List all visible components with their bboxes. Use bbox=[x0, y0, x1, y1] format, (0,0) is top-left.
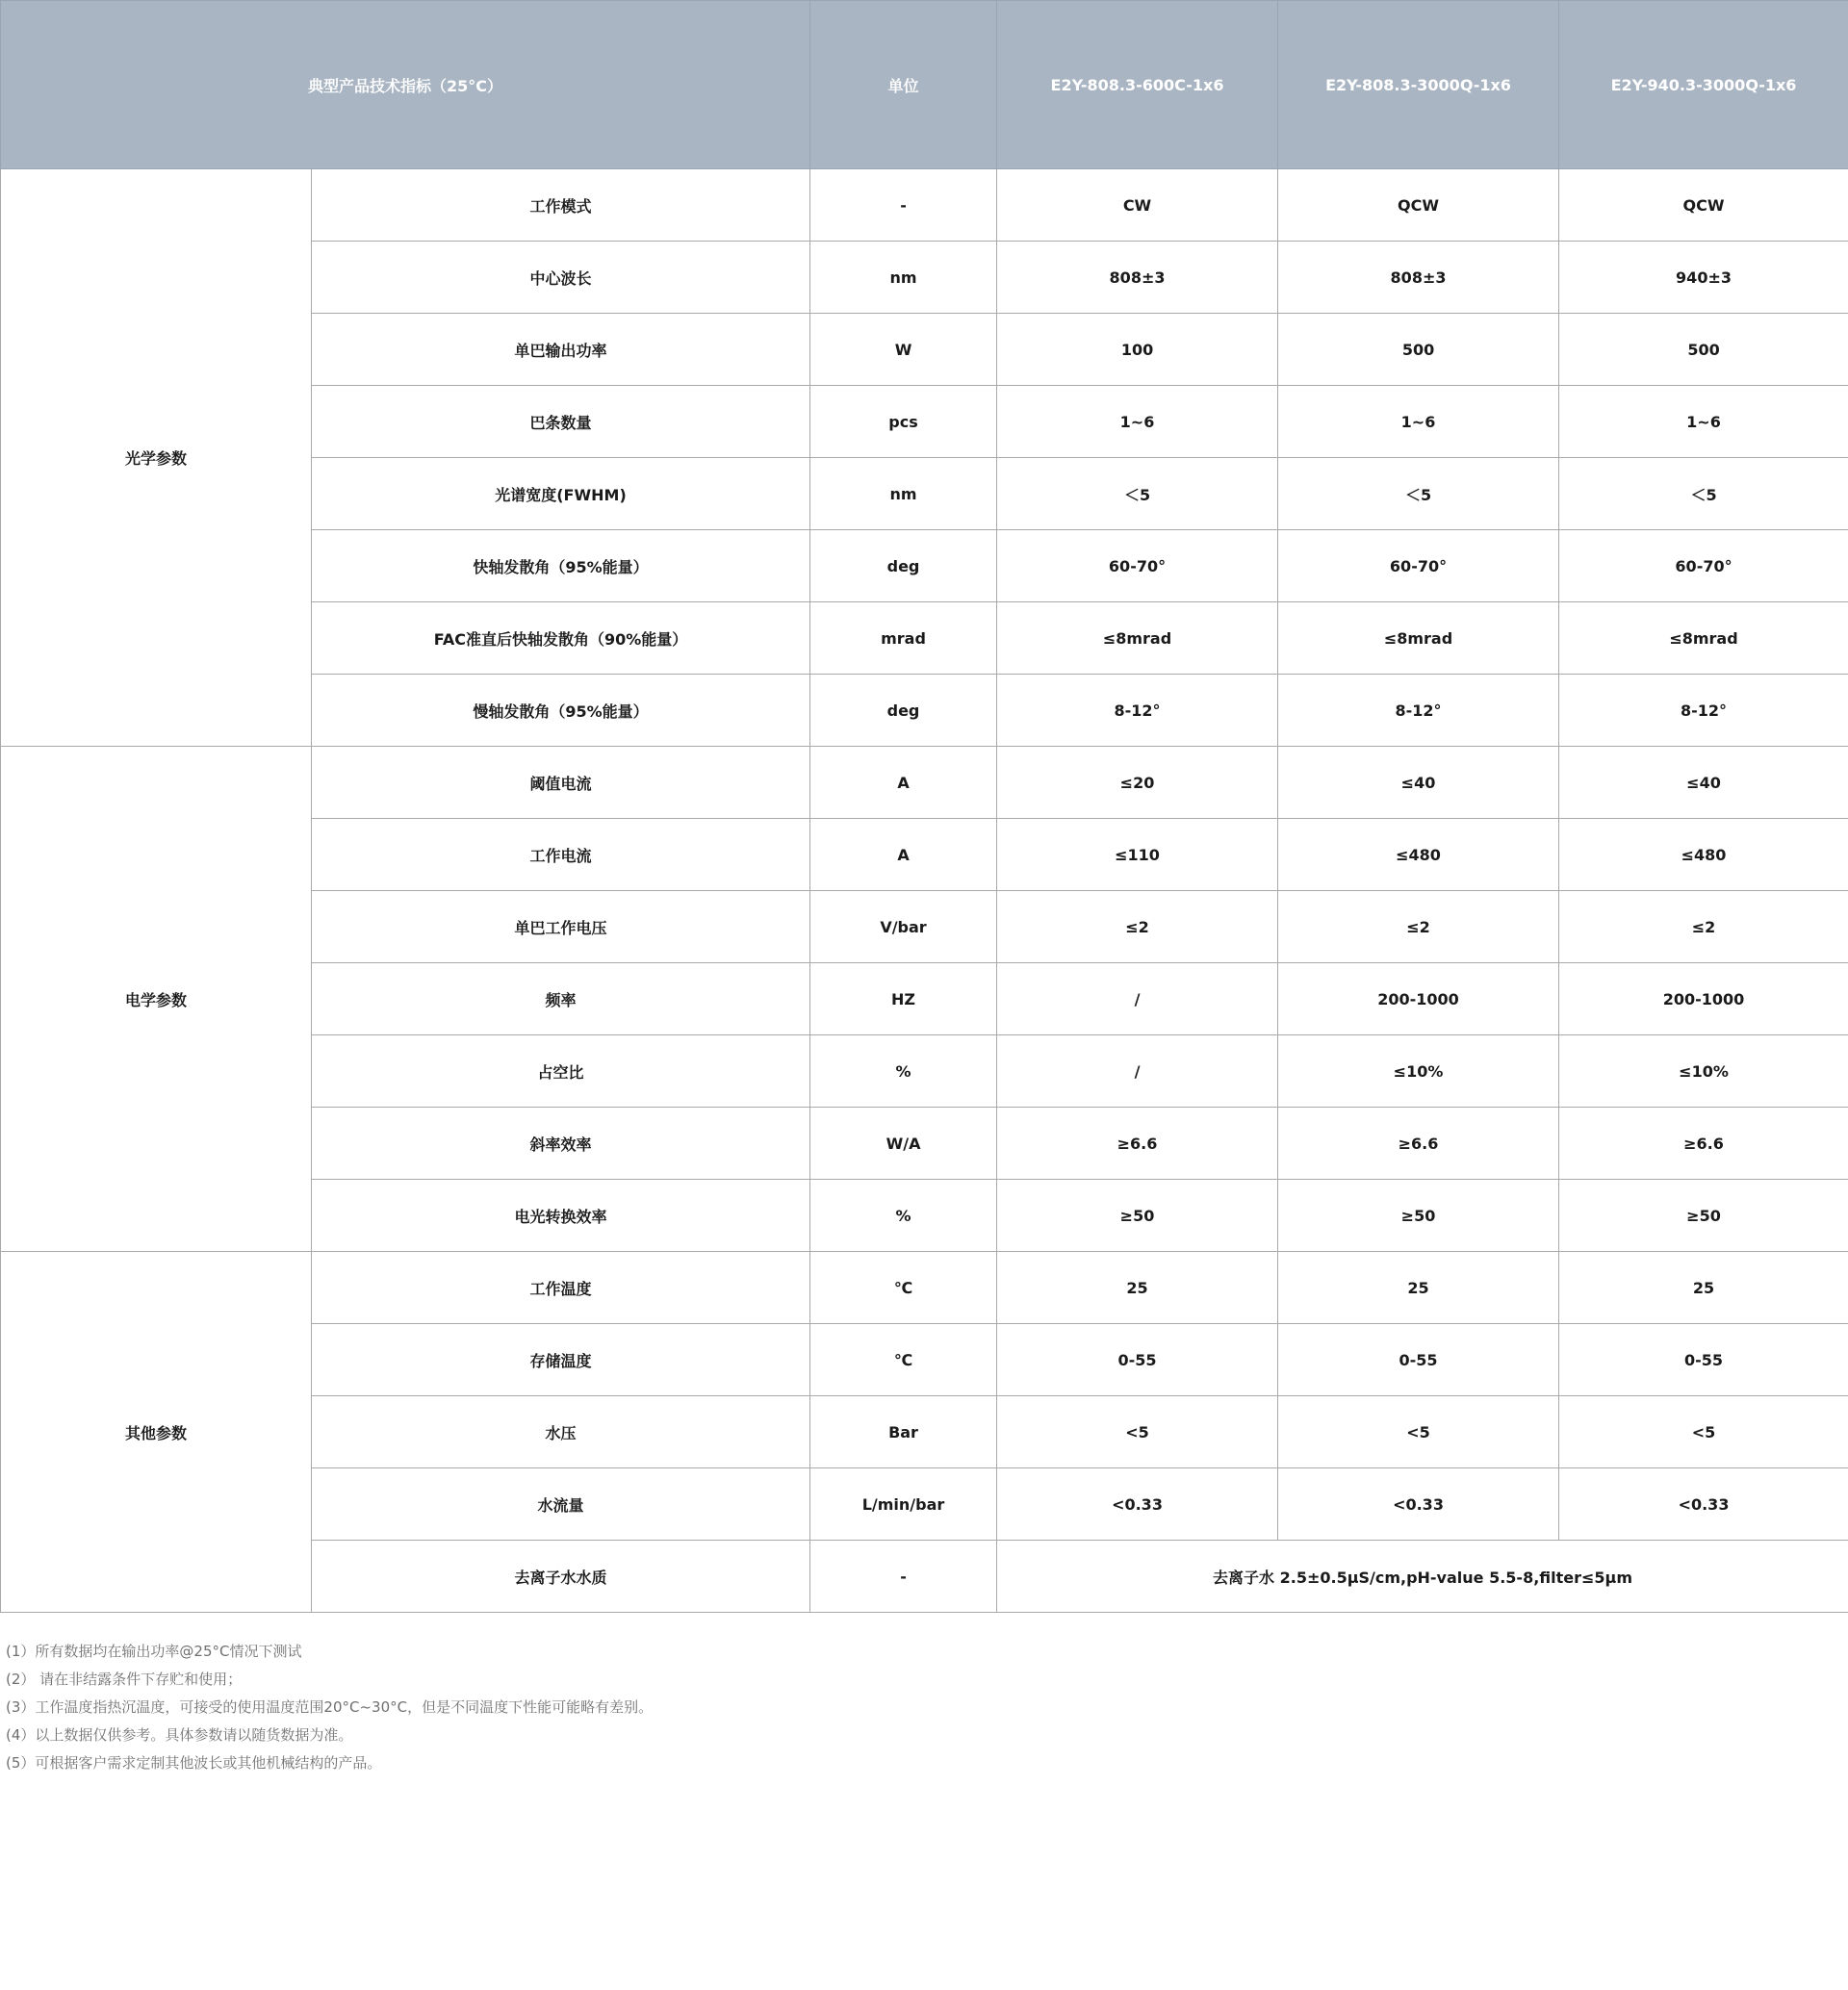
param-unit: nm bbox=[810, 458, 997, 530]
param-value: 500 bbox=[1559, 314, 1848, 386]
param-name: 工作温度 bbox=[312, 1252, 810, 1324]
param-value: <0.33 bbox=[1278, 1468, 1559, 1541]
group-label-other: 其他参数 bbox=[1, 1252, 312, 1613]
param-value: 25 bbox=[1559, 1252, 1848, 1324]
param-name: 单巴工作电压 bbox=[312, 891, 810, 963]
param-value: 808±3 bbox=[997, 242, 1278, 314]
param-value: 60-70° bbox=[1278, 530, 1559, 602]
param-value: ≤480 bbox=[1559, 819, 1848, 891]
param-unit: deg bbox=[810, 675, 997, 747]
param-value: ≥6.6 bbox=[997, 1108, 1278, 1180]
param-value: 25 bbox=[1278, 1252, 1559, 1324]
param-name: 水压 bbox=[312, 1396, 810, 1468]
param-value: 8-12° bbox=[997, 675, 1278, 747]
group-label-optical: 光学参数 bbox=[1, 169, 312, 747]
param-value: 1~6 bbox=[1278, 386, 1559, 458]
param-unit: % bbox=[810, 1180, 997, 1252]
footnote: (3）工作温度指热沉温度，可接受的使用温度范围20°C~30°C，但是不同温度下性能可能略有差别。 bbox=[6, 1698, 654, 1716]
param-unit: - bbox=[810, 169, 997, 242]
param-value: ≤480 bbox=[1278, 819, 1559, 891]
param-name: 巴条数量 bbox=[312, 386, 810, 458]
param-value: ≤2 bbox=[1278, 891, 1559, 963]
param-value: <0.33 bbox=[997, 1468, 1278, 1541]
footnote: (2） 请在非结露条件下存贮和使用； bbox=[6, 1671, 243, 1688]
param-name: 频率 bbox=[312, 963, 810, 1035]
param-unit: deg bbox=[810, 530, 997, 602]
param-value: QCW bbox=[1559, 169, 1848, 242]
param-unit: ℃ bbox=[810, 1252, 997, 1324]
header-row bbox=[1, 1, 1848, 169]
table-row bbox=[1, 1252, 1848, 1324]
param-value: ＜5 bbox=[997, 458, 1278, 530]
param-name: 占空比 bbox=[312, 1035, 810, 1108]
footnotes bbox=[6, 1638, 1161, 1777]
footnote: (1）所有数据均在输出功率@25°C情况下测试 bbox=[6, 1643, 302, 1660]
param-name: 水流量 bbox=[312, 1468, 810, 1541]
param-unit: W/A bbox=[810, 1108, 997, 1180]
param-value: ≥50 bbox=[1278, 1180, 1559, 1252]
param-unit: mrad bbox=[810, 602, 997, 675]
header-unit: 单位 bbox=[810, 1, 997, 169]
param-value: ≤8mrad bbox=[997, 602, 1278, 675]
param-name: 工作模式 bbox=[312, 169, 810, 242]
param-value: <5 bbox=[1278, 1396, 1559, 1468]
param-unit: W bbox=[810, 314, 997, 386]
param-unit: nm bbox=[810, 242, 997, 314]
param-unit: % bbox=[810, 1035, 997, 1108]
param-value: / bbox=[997, 1035, 1278, 1108]
param-unit: L/min/bar bbox=[810, 1468, 997, 1541]
param-value: 0-55 bbox=[997, 1324, 1278, 1396]
param-value: ≤10% bbox=[1278, 1035, 1559, 1108]
param-name: 电光转换效率 bbox=[312, 1180, 810, 1252]
param-value: ＜5 bbox=[1278, 458, 1559, 530]
param-name: 去离子水水质 bbox=[312, 1541, 810, 1613]
param-value: 808±3 bbox=[1278, 242, 1559, 314]
param-value: 200-1000 bbox=[1278, 963, 1559, 1035]
param-value: ≥50 bbox=[997, 1180, 1278, 1252]
param-value: 8-12° bbox=[1278, 675, 1559, 747]
param-name: 阈值电流 bbox=[312, 747, 810, 819]
param-value: ≥6.6 bbox=[1278, 1108, 1559, 1180]
param-value: ≤10% bbox=[1559, 1035, 1848, 1108]
param-name: 斜率效率 bbox=[312, 1108, 810, 1180]
group-label-electrical: 电学参数 bbox=[1, 747, 312, 1252]
param-value: 60-70° bbox=[1559, 530, 1848, 602]
param-name: FAC准直后快轴发散角（90%能量） bbox=[312, 602, 810, 675]
param-value: ≤20 bbox=[997, 747, 1278, 819]
header-model-1: E2Y-808.3-600C-1x6 bbox=[997, 1, 1278, 169]
param-unit: HZ bbox=[810, 963, 997, 1035]
param-value: 8-12° bbox=[1559, 675, 1848, 747]
param-value: ≤40 bbox=[1559, 747, 1848, 819]
table-row bbox=[1, 747, 1848, 819]
param-unit: ℃ bbox=[810, 1324, 997, 1396]
param-value: 1~6 bbox=[997, 386, 1278, 458]
param-value: ≤40 bbox=[1278, 747, 1559, 819]
param-value: 500 bbox=[1278, 314, 1559, 386]
param-value: <0.33 bbox=[1559, 1468, 1848, 1541]
param-name: 单巴输出功率 bbox=[312, 314, 810, 386]
param-unit: pcs bbox=[810, 386, 997, 458]
param-value: <5 bbox=[997, 1396, 1278, 1468]
param-name: 工作电流 bbox=[312, 819, 810, 891]
param-unit: A bbox=[810, 819, 997, 891]
param-unit: V/bar bbox=[810, 891, 997, 963]
param-name: 光谱宽度(FWHM) bbox=[312, 458, 810, 530]
param-value: ≤2 bbox=[1559, 891, 1848, 963]
footnote: (4）以上数据仅供参考。具体参数请以随货数据为准。 bbox=[6, 1726, 353, 1744]
param-value: ≤8mrad bbox=[1559, 602, 1848, 675]
param-value: 60-70° bbox=[997, 530, 1278, 602]
param-name: 中心波长 bbox=[312, 242, 810, 314]
header-title: 典型产品技术指标（25°C） bbox=[1, 1, 810, 169]
param-value-merged: 去离子水 2.5±0.5μS/cm,pH-value 5.5-8,filter≤5μm bbox=[997, 1541, 1848, 1613]
param-unit: A bbox=[810, 747, 997, 819]
param-value: ＜5 bbox=[1559, 458, 1848, 530]
param-value: 0-55 bbox=[1278, 1324, 1559, 1396]
param-value: ≥50 bbox=[1559, 1180, 1848, 1252]
param-value: ≤8mrad bbox=[1278, 602, 1559, 675]
param-unit: - bbox=[810, 1541, 997, 1613]
param-value: 940±3 bbox=[1559, 242, 1848, 314]
param-value: CW bbox=[997, 169, 1278, 242]
param-unit: Bar bbox=[810, 1396, 997, 1468]
param-value: 100 bbox=[997, 314, 1278, 386]
param-value: ≥6.6 bbox=[1559, 1108, 1848, 1180]
table-row bbox=[1, 169, 1848, 242]
header-model-2: E2Y-808.3-3000Q-1x6 bbox=[1278, 1, 1559, 169]
param-name: 慢轴发散角（95%能量） bbox=[312, 675, 810, 747]
param-value: 1~6 bbox=[1559, 386, 1848, 458]
param-value: QCW bbox=[1278, 169, 1559, 242]
param-value: 200-1000 bbox=[1559, 963, 1848, 1035]
param-value: ≤2 bbox=[997, 891, 1278, 963]
param-value: <5 bbox=[1559, 1396, 1848, 1468]
footnote: (5）可根据客户需求定制其他波长或其他机械结构的产品。 bbox=[6, 1754, 382, 1772]
param-value: 25 bbox=[997, 1252, 1278, 1324]
param-value: / bbox=[997, 963, 1278, 1035]
param-name: 存储温度 bbox=[312, 1324, 810, 1396]
param-value: ≤110 bbox=[997, 819, 1278, 891]
header-model-3: E2Y-940.3-3000Q-1x6 bbox=[1559, 1, 1848, 169]
param-name: 快轴发散角（95%能量） bbox=[312, 530, 810, 602]
param-value: 0-55 bbox=[1559, 1324, 1848, 1396]
